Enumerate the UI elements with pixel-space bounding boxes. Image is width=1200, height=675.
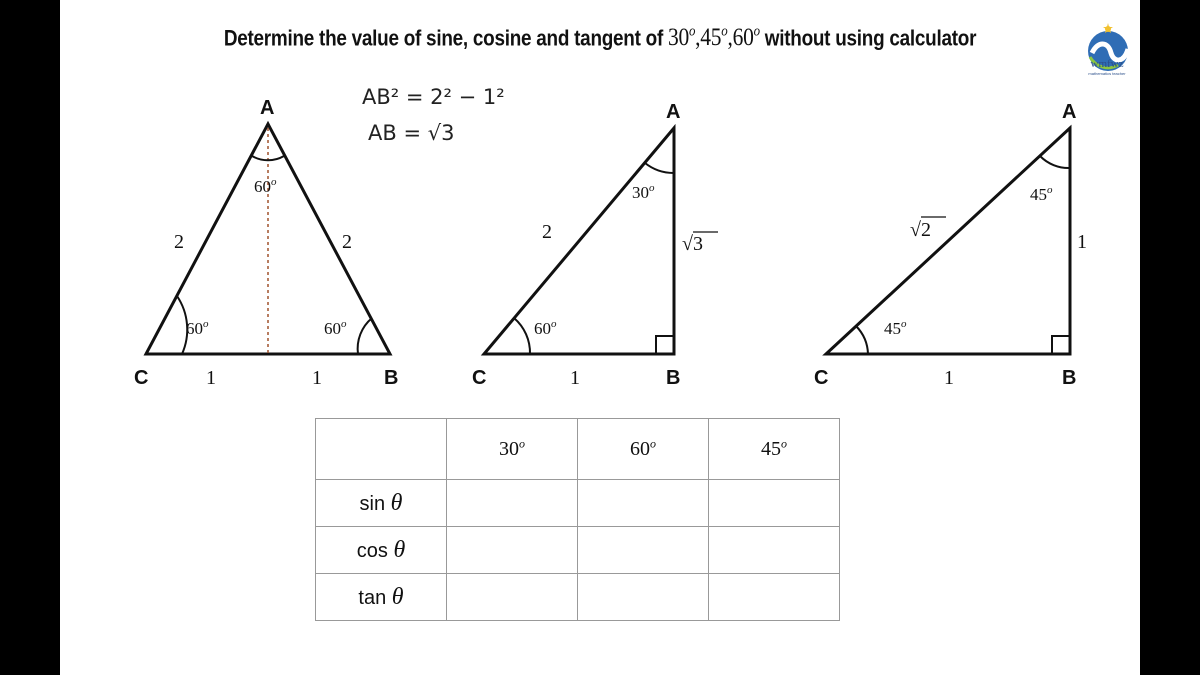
title-angle-45: 45$^o$, [700, 24, 733, 52]
base-2: 1 [570, 367, 580, 389]
cell-sin-60 [578, 480, 709, 527]
vertical-side-2: √3 [682, 233, 703, 255]
cell-sin-30 [447, 480, 578, 527]
logo-subtext: mathematics teacher [1088, 71, 1126, 76]
row-head-sin: sin θ [316, 480, 447, 527]
handwritten-line-1: AB² = 2² − 1² [362, 85, 505, 109]
table-row-sin [316, 480, 840, 527]
right-angle-marker-3 [1052, 336, 1070, 354]
triangle-3-outline [826, 128, 1070, 354]
base-3: 1 [944, 367, 954, 389]
hypotenuse-3: √2 [910, 219, 931, 241]
title-angle-60: 60$^o$ [732, 24, 760, 52]
angle-left-2: 60$^o$ [534, 318, 557, 338]
col-head-45: 45$^o$ [709, 419, 840, 480]
handwritten-line-2: AB = √3 [368, 121, 455, 145]
right-angle-arc [358, 318, 372, 354]
row-head-cos: cos θ [316, 527, 447, 574]
table-corner-cell [316, 419, 447, 480]
vertex-b-2: B [666, 367, 681, 389]
vertex-c-3: C [814, 367, 829, 389]
vertex-c-2: C [472, 367, 487, 389]
base-left-1: 1 [206, 367, 216, 389]
col-head-30: 30$^o$ [447, 419, 578, 480]
table-row-cos [316, 527, 840, 574]
right-triangle-30-60 [472, 101, 718, 389]
vertical-side-3: 1 [1077, 231, 1087, 253]
cell-sin-45 [709, 480, 840, 527]
cell-tan-60 [578, 574, 709, 621]
angle-left-3: 45$^o$ [884, 318, 907, 338]
right-triangle-45 [814, 101, 1087, 389]
logo-text: wmfwz [1090, 58, 1124, 70]
top-angle-arc-3 [1040, 156, 1070, 168]
side-right-1: 2 [342, 231, 352, 253]
angle-left-1: 60$^o$ [186, 318, 209, 338]
angle-top-3: 45$^o$ [1030, 184, 1053, 204]
triangle-2-outline [484, 128, 674, 354]
right-angle-marker-2 [656, 336, 674, 354]
vertex-b-1: B [384, 367, 399, 389]
col-head-60: 60$^o$ [578, 419, 709, 480]
row-head-tan: tan θ [316, 574, 447, 621]
side-left-1: 2 [174, 231, 184, 253]
vertex-b-3: B [1062, 367, 1077, 389]
title-prefix: Determine the value of sine, cosine and tangent of [223, 25, 663, 51]
top-angle-arc-2 [645, 163, 674, 173]
angle-top-2: 30$^o$ [632, 182, 655, 202]
angle-top-1: 60$^o$ [254, 176, 277, 196]
title-suffix: without using calculator [764, 25, 977, 51]
left-angle-arc-3 [856, 326, 868, 354]
angle-right-1: 60$^o$ [324, 318, 347, 338]
vertex-c-1: C [134, 367, 149, 389]
cell-cos-45 [709, 527, 840, 574]
vertex-a-3: A [1062, 101, 1077, 123]
title-angle-30: 30$^o$, [667, 24, 701, 52]
cell-cos-30 [447, 527, 578, 574]
vertex-a-1: A [260, 97, 275, 119]
hypotenuse-2: 2 [542, 221, 552, 243]
cell-cos-60 [578, 527, 709, 574]
base-right-1: 1 [312, 367, 322, 389]
left-angle-arc-2 [514, 318, 530, 354]
vertex-a-2: A [666, 101, 681, 123]
table-header-row [316, 419, 840, 480]
trig-values-table [315, 418, 840, 621]
cell-tan-30 [447, 574, 578, 621]
table-row-tan [316, 574, 840, 621]
equilateral-triangle [134, 97, 398, 389]
cell-tan-45 [709, 574, 840, 621]
